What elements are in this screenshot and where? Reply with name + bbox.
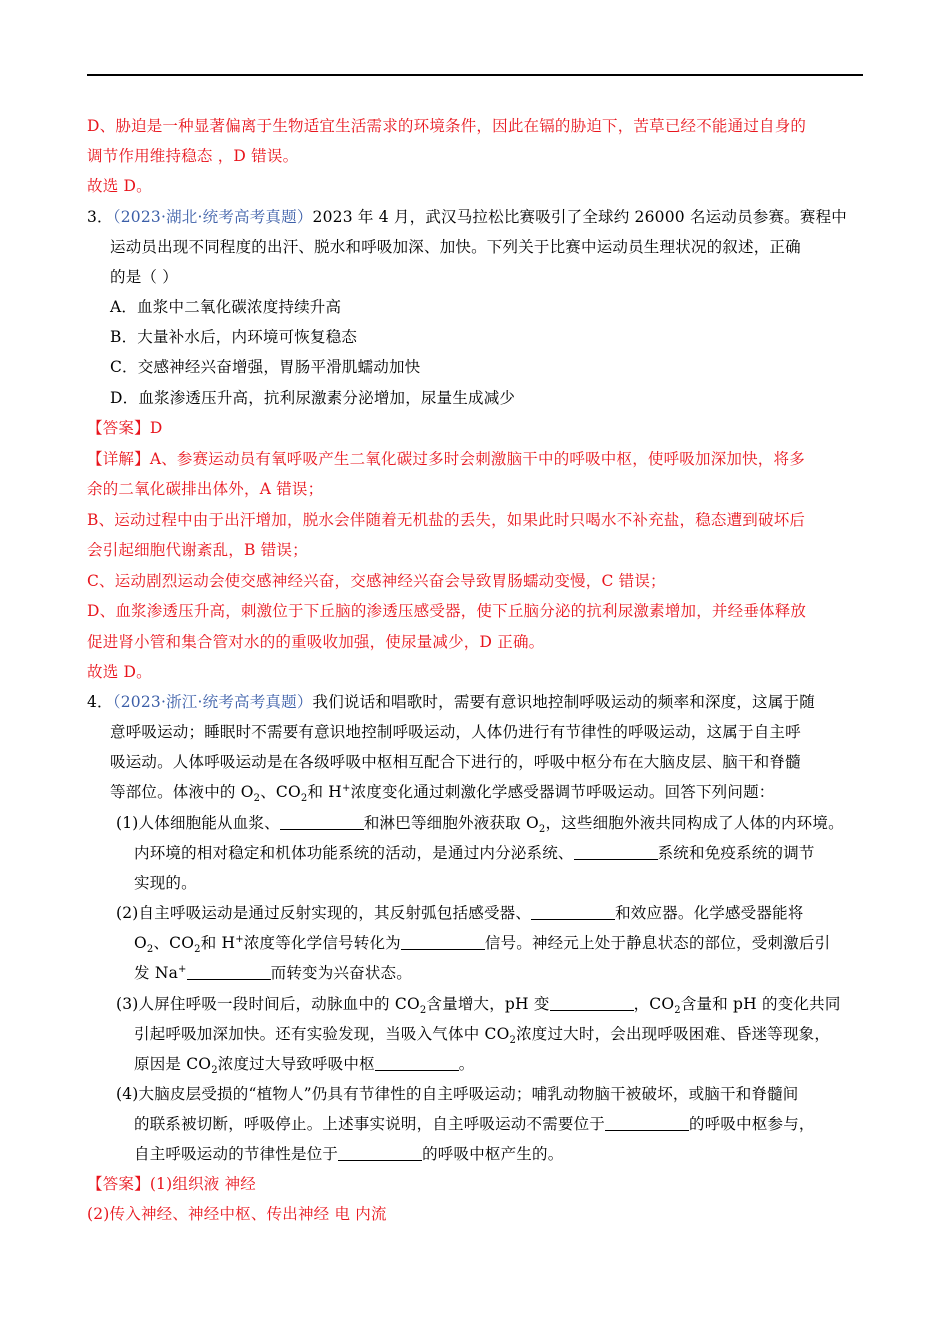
q3-stem-line3: 的是（ ） [110,268,178,286]
q4-part4-line1: (4)大脑皮层受损的“植物人”仍具有节律性的自主呼吸运动；哺乳动物脑干被破坏，或脑干和脊髓间 [116,1085,799,1103]
q4-answer-line1 [87,1174,256,1194]
text-run: 和淋巴等细胞外液获取 O [363,814,539,832]
answer-blank[interactable] [605,1115,689,1131]
subscript: 2 [509,1035,517,1047]
q4-stem-line4 [110,782,775,805]
text-run: 和 H [307,783,342,801]
text-run: 原因是 CO [134,1055,212,1073]
subscript: 2 [253,793,261,805]
q4-part2-line1 [116,903,803,923]
subscript: 2 [211,1065,218,1077]
q3-option-b: B．大量补水后，内环境可恢复稳态 [110,328,358,346]
text-run: ，CO [633,995,675,1013]
text-run: 含量和 pH 的变化共同 [680,995,841,1013]
q3-detail-d: D、血浆渗透压升高，刺激位于下丘脑的渗透压感受器，使下丘脑分泌的抗利尿激素增加，并经垂体释放 [87,602,807,620]
text-run: 等部位。体液中的 O [110,783,254,801]
superscript: + [341,782,351,794]
text-run: 引起呼吸加深加快。还有实验发现，当吸入气体中 CO [134,1025,510,1043]
q2-option-d-explanation: D、胁迫是一种显著偏离于生物适宜生活需求的环境条件，因此在镉的胁迫下，苦草已经不能通过自身的 [87,117,807,135]
q3-detail-a [87,449,805,469]
answer-blank[interactable] [280,814,364,830]
q4-part1-line2 [134,843,815,863]
q4-part1-line3: 实现的。 [134,874,197,892]
subscript: 2 [146,944,154,956]
q3-number: 3． [87,208,113,226]
q3-source: （2023·湖北·统考高考真题） [112,208,313,226]
q4-part3-line1 [116,994,841,1017]
q3-detail-d-cont: 促进肾小管和集合管对水的的重吸收加强，使尿量减少，D 正确。 [87,633,545,651]
detail-label: 【详解】 [87,450,150,468]
answer-value: D [149,419,163,437]
answer-blank[interactable] [187,964,271,980]
q4-part2-line3 [134,963,412,983]
superscript: + [235,933,244,945]
q3-detail-a-cont: 余的二氧化碳排出体外，A 错误； [87,480,324,498]
answer-blank[interactable] [574,844,658,860]
text-run: 内环境的相对稳定和机体功能系统的活动，是通过内分泌系统、 [134,844,574,862]
answer-blank[interactable] [375,1055,459,1071]
text-run: 、CO [153,934,195,952]
q4-stem-line1 [87,692,815,712]
q3-option-c: C．交感神经兴奋增强，胃肠平滑肌蠕动加快 [110,358,421,376]
answer-label: 【答案】 [87,419,150,437]
q3-detail-c: C、运动剧烈运动会使交感神经兴奋，交感神经兴奋会导致胃肠蠕动变慢，C 错误； [87,572,666,590]
text-run: 发 Na [134,964,179,982]
text-run: 浓度等化学信号转化为 [243,934,401,952]
text-run: 系统和免疫系统的调节 [657,844,815,862]
text-run: 自主呼吸运动的节律性是位于 [134,1145,339,1163]
q4-part4-line3 [134,1144,563,1164]
answer-part1: (1)组织液 神经 [149,1175,256,1193]
q4-stem-line3: 吸运动。人体呼吸运动是在各级呼吸中枢相互配合下进行的，呼吸中枢分布在大脑皮层、脑干和脊髓 [110,753,801,771]
q4-stem-line2: 意呼吸运动；睡眠时不需要有意识地控制呼吸运动，人体仍进行有节律性的呼吸运动，这属于自主呼 [110,723,801,741]
text-run: ，这些细胞外液共同构成了人体的内环境。 [545,814,844,832]
text-run: 浓度变化通过刺激化学感受器调节呼吸运动。回答下列问题： [350,783,775,801]
subscript: 2 [674,1005,681,1017]
answer-blank[interactable] [550,995,634,1011]
q3-detail-b-cont: 会引起细胞代谢紊乱，B 错误； [87,541,308,559]
q4-number: 4． [87,693,113,711]
q3-option-a: A．血浆中二氧化碳浓度持续升高 [110,298,342,316]
q3-answer [87,418,162,438]
q3-detail-b: B、运动过程中由于出汗增加，脱水会伴随着无机盐的丢失，如果此时只喝水不补充盐，稳态遭到破坏后 [87,511,806,529]
text-run: 的呼吸中枢参与， [689,1115,815,1133]
q2-option-d-explanation-cont: 调节作用维持稳态 ，D 错误。 [87,147,299,165]
q4-part3-line3 [134,1054,475,1077]
text-run: 信号。神经元上处于静息状态的部位，受刺激后引 [484,934,831,952]
text-run: (1)人体细胞能从血浆、 [116,814,280,832]
q2-conclusion: 故选 D。 [87,177,152,195]
subscript: 2 [419,1005,427,1017]
q4-part3-line2 [134,1024,831,1047]
text-run: 和 H [200,934,236,952]
q4-stem-text: 我们说话和唱歌时，需要有意识地控制呼吸运动的频率和深度，这属于随 [312,693,815,711]
q3-stem-text: 2023 年 4 月，武汉马拉松比赛吸引了全球约 26000 名运动员参赛。赛程中 [312,208,847,226]
text-run: O [134,934,147,952]
subscript: 2 [538,824,546,836]
header-rule [87,74,863,76]
q4-source: （2023·浙江·统考高考真题） [112,693,313,711]
q3-stem-line2: 运动员出现不同程度的出汗、脱水和呼吸加深、加快。下列关于比赛中运动员生理状况的叙述，正确 [110,238,801,256]
q3-stem-line1 [87,207,847,227]
q4-part1-line1 [116,813,844,836]
text-run: 浓度过大导致呼吸中枢 [217,1055,375,1073]
subscript: 2 [194,944,201,956]
text-run: 含量增大，pH 变 [426,995,550,1013]
q4-part2-line2 [134,933,831,956]
text-run: 。 [458,1055,475,1073]
detail-a-text: A、参赛运动员有氧呼吸产生二氧化碳过多时会刺激脑干中的呼吸中枢，使呼吸加深加快，将多 [149,450,805,468]
answer-blank[interactable] [401,934,485,950]
q4-answer-line2: (2)传入神经、神经中枢、传出神经 电 内流 [87,1205,387,1223]
text-run: 而转变为兴奋状态。 [270,964,412,982]
text-run: 浓度过大时，会出现呼吸困难、昏迷等现象， [516,1025,831,1043]
text-run: (2)自主呼吸运动是通过反射实现的，其反射弧包括感受器、 [116,904,532,922]
superscript: + [178,963,187,975]
text-run: (3)人屏住呼吸一段时间后，动脉血中的 CO [116,995,420,1013]
q3-option-d: D．血浆渗透压升高，抗利尿激素分泌增加，尿量生成减少 [110,389,516,407]
text-run: 和效应器。化学感受器能将 [615,904,804,922]
answer-blank[interactable] [338,1145,422,1161]
q4-part4-line2 [134,1114,815,1134]
q3-conclusion: 故选 D。 [87,663,152,681]
subscript: 2 [300,793,308,805]
text-run: 、CO [260,783,301,801]
text-run: 的呼吸中枢产生的。 [422,1145,564,1163]
answer-blank[interactable] [531,904,615,920]
text-run: 的联系被切断，呼吸停止。上述事实说明，自主呼吸运动不需要位于 [134,1115,606,1133]
answer-label: 【答案】 [87,1175,150,1193]
